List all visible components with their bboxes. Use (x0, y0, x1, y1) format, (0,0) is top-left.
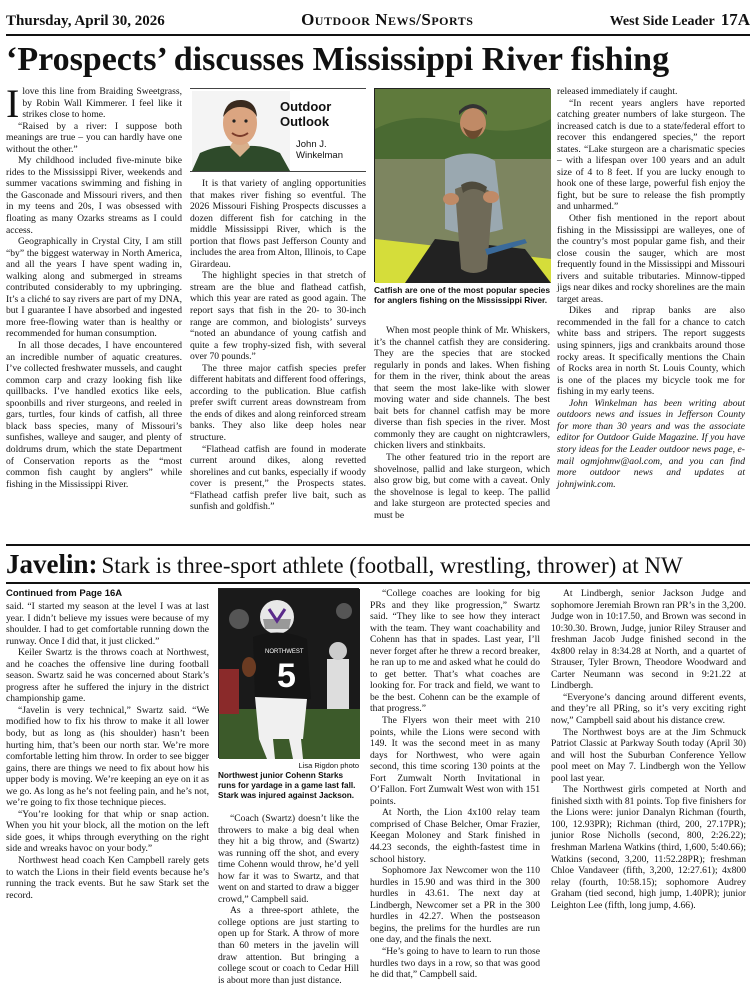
article2-headline (6, 544, 750, 584)
section-title: Outdoor News/Sports (301, 10, 474, 29)
article2-paragraph: As a three-sport athlete, the college options are just starting to open up for Stark. A throw of more than 60 meters in the javelin will draw attention. But bringing a college scout or coach to Cedar Hill is about more than just distance. (218, 905, 359, 986)
article1-paragraph: Geographically in Crystal City, I am still “by” the biggest waterway in North America, and all the years I have spent wading in, walking along and submerged in streams contributed considerably to my upbringing. It’s a cliché to say rivers are part of my DNA, but I guarantee I have absorbed and ingested more free-flowing water than is healthy or recommended for human consumption. (6, 236, 182, 340)
article1-paragraph: The three major catfish species prefer different habitats and different food offerings, according to the publication. Blue catfish prefer swift current areas downstream from the ends of dikes and along reinforced stream banks. They also like deep holes near structure. (190, 362, 366, 444)
article2-paragraph: “You’re looking for that whip or snap action. When you hit your block, all the motion on the left side goes, it whips through everything on the right side and wreaks havoc on your body.” (6, 808, 209, 855)
article1-paragraph: When most people think of Mr. Whiskers, it’s the channel catfish they are considering. They are the species that are stocked regularly in ponds and lakes. When fishing for them in the river, think about the areas that seem the most lake-like with slower moving water and side channels. The best bait bets for channel catfish may be more diverse than fish species in the river. Most commonly they are caught on nightcrawlers, chicken livers and stinkbaits. (374, 325, 550, 452)
jersey-text: NORTHWEST (265, 649, 304, 655)
article1-paragraph: Dikes and riprap banks are also recommended in the fall for a chance to catch white bass and stripers. The report suggests using spinners, jigs and crankbaits around those rocky areas. It specifically mentions the Chain of Rocks area in north St. Louis County, which is one of the places my bicycle took me for fishing in my early teens. (557, 305, 745, 398)
issue-date: Thursday, April 30, 2026 (6, 13, 165, 29)
article1-paragraph: released immediately if caught. (557, 86, 678, 97)
article1-paragraph: “Flathead catfish are found in moderate current around dikes, along revetted shorelines and cut banks, especially if woody cover is present,” the Prospects states. “Flathead catfish prefer live bait, such as sunfish and goldfish.” (190, 443, 366, 513)
football-photo-caption: Northwest junior Cohenn Starks runs for yardage in a game last fall. Stark was injured against Jackson. (218, 771, 356, 800)
article2-paragraph: Keiler Swartz is the throws coach at Northwest, and he coaches the offensive line during football season. Swartz said he was concerned about Stark’s progress after he suffered the injury in the district championship game. (6, 647, 209, 705)
article1-column-1 (6, 81, 182, 534)
catfish-photo (374, 88, 550, 282)
photo-credit: Lisa Rigdon photo (298, 761, 359, 770)
article1-paragraph: “Raised by a river: I suppose both meanings are true – you can hardly have one without the other.” (6, 120, 182, 155)
article1-paragraph: Ilove this line from Braiding Sweetgrass, by Robin Wall Kimmerer. I feel like it strikes close to home. (6, 81, 182, 126)
article2-paragraph: “He’s going to have to learn to run those hurdles two days in a row, so that was good he did that,” Campbell said. (370, 945, 540, 981)
article2-column-3 (370, 588, 540, 979)
article1-headline: ‘Prospects’ discusses Mississippi River fishing (6, 41, 670, 78)
article1-paragraph: The other featured trio in the report are shovelnose, pallid and lake sturgeon, which also grow big, but come with a caveat. Only the shovelnose is legal to keep. The pallid and lake sturgeon are protected species and must be (374, 452, 550, 521)
article1-paragraph: My childhood included five-minute bike rides to the Mississippi River, weekends and summer vacations swimming and fishing in the Gasconade and Missouri rivers, and then in my teens and 20s, I was obsessed with floating as many Ozarks streams as I could access. (6, 155, 182, 236)
article2-kicker: Javelin: (6, 549, 98, 579)
article2-paragraph: Northwest head coach Ken Campbell rarely gets to watch the Lions in their field events because he’s running the track events. But he saw Stark set the record. (6, 855, 209, 901)
drop-cap: I (6, 81, 20, 126)
page-header (6, 6, 750, 36)
article2-column-1 (6, 601, 209, 979)
publication-name: West Side Leader (609, 14, 715, 29)
article2-paragraph: The Northwest girls competed at North and finished sixth with 81 points. Top five finishers for the Lions were: junior Danalyn Richman (fourth, 100, 12.93PR); Richman (third, 200, 27.17PR); junior Rose Nicholls (second, 800, 2:26.22); freshman Marlena Watkins (third, 1,600, 5:40.66); Watkins (second, 3,200, 11:52.28PR); freshman Chloe Vandaveer (fifth, 3,200, 12:27.61); 4x800 relay (fourth, 10:58.15); sophomore Audrey Graham (tied second, high jump, 1.40PR); junior Leighton Lee (fifth, long jump, 4.66). (551, 784, 747, 911)
article2-headline-text: Stark is three-sport athlete (football, wrestling, thrower) at NW (101, 553, 683, 578)
article2-paragraph: “College coaches are looking for big PRs and they like progression,” Swartz said. “They like to see how they interact with the team. They want coachability and Cohenn has that in spades. Last year, I’ll never forget after he threw a record breaker, he ran up to me and asked what he could do to get better. That’s what coaches are looking for. For track and field, we want to be the best. Cohenn can be the example of that progress.” (370, 588, 540, 715)
article2-paragraph: “Javelin is very technical,” Swartz said. “We modified how to fix his throw to make it all lower body, but as long as (his shoulder) hasn’t been hurting him, that’s been our north star. We’re more comfortable letting him throw. In order to see bigger gains, there are things we need to fix about how his upper body is moving. We’re keeping an eye on it as we go. As long as he’s not feeling pain, and he’s not, we’re going to fix those technique pieces. (6, 704, 209, 809)
columnist-name: John J. Winkelman (296, 139, 343, 161)
article2-paragraph: “Everyone’s dancing around different events, and they’re all PRing, so it’s very exciting right now,” Campbell said about his distance crew. (551, 691, 746, 727)
article2-paragraph: The Northwest boys are at the Jim Schmuck Patriot Classic at Parkway South today (April 30) and will host the Suburban Conference Yellow pool meet on May 7. Lindbergh won the Yellow pool last year. (551, 726, 746, 784)
article2-paragraph: “Coach (Swartz) doesn’t like the throwers to make a big deal when they hit a big throw, and (Swartz) was running off the shot, and every time Cohenn would throw, he’d yell how far it was to Swartz, and that went on and started to draw a bigger crowd,” Campbell said. (218, 813, 359, 905)
columnist-box (190, 88, 366, 172)
article2-paragraph: The Flyers won their meet with 210 points, while the Lions were second with 149. It was the second meet in as many days for Northwest, who were again second, this time scoring 130 points at the Fort Zumwalt North Invitational in O’Fallon. Fort Zumwalt West won with 151 points. (370, 715, 540, 807)
article2-paragraph: Sophomore Jax Newcomer won the 110 hurdles in 15.90 and was third in the 300 hurdles in 43.61. The next day at Lindbergh, Newcomer set a PR in the 300 hurdles in 42.27. When the postseason begins, the prelims for the hurdles are run one day, and the finals the next. (370, 865, 540, 946)
continued-note: Continued from Page 16A (6, 588, 123, 599)
article1-column-2 (190, 178, 366, 534)
catfish-photo-caption: Catfish are one of the most popular species for anglers fishing on the Mississippi River. (374, 285, 550, 305)
article2-paragraph: At Lindbergh, senior Jackson Judge and sophomore Jeremiah Brown ran PR’s in the 3,200. Judge won in 10:17.50, and Brown was second in 10:30.30. Brown, Judge, junior Riley Strauser and freshman Jacob Judge finished second in the 4x800 relay in 8:34.28 at North, and a quartet of Strauser, Tyler Brown, Theodore Woodward and Carter Neumann was second in 9:21.22 at Lindbergh. (551, 588, 746, 692)
article2-column-2 (218, 813, 359, 986)
publication-info (610, 10, 750, 30)
article2-paragraph: said. “I started my season at the level I was at last year. I didn’t believe my issues were because of my shoulder. I had to get comfortable running down the runway. Once I did that, it just clicked.” (6, 601, 209, 647)
article1-paragraph: In all those decades, I have encountered an incredible number of aquatic creatures. I’ve collected freshwater mussels, and caught common carp and crazy looking fish like quillbacks. I’ve handled exotics like eels, spoonbills and river sturgeons, and reeled in gars, turtles, four kinds of catfish, all three black bass species, many of Missouri’s sunfishes, walleye and sauger, and plenty of doldrums drum, which the state Department of Conservation reports as the “most common fish caught by anglers” while fishing in the Mississippi River. (6, 340, 182, 490)
article2-column-4 (551, 588, 746, 979)
article2-paragraph: At North, the Lion 4x100 relay team comprised of Chase Belcher, Omar Frazier, Keegan Moloney and Stark finished in 44.23 seconds, the eighth-fastest time in school history. (370, 807, 540, 865)
football-photo (218, 588, 359, 758)
columnist-portrait (192, 91, 290, 171)
page-number: 17A (720, 10, 750, 29)
article1-paragraph: Other fish mentioned in the report about fishing in the Mississippi are walleyes, one of the country’s most popular game fish, and their close cousin the sauger, which are most frequently found in the Mississippi and Missouri rivers and suitable tributaries. Minnow-tipped jigs near dikes and rocky shorelines are the main target areas. (557, 213, 745, 305)
author-bio: John Winkelman has been writing about outdoors news and issues in Jefferson County for more than 30 years and was the associate editor for Outdoor Guide Magazine. If you have story ideas for the Leader outdoor news page, e-mail ogmjohnw@aol.com, and you can find more outdoor news and updates at johnjwink.com. (557, 397, 745, 490)
article1-paragraph: “In recent years anglers have reported catching greater numbers of lake sturgeon. The increased catch is due to a state/federal effort to recover this endangered species,” the report states. “Lake sturgeon are a charismatic species – with a lifespan over 100 years and an adult size of 4 to 8 feet. If you are lucky enough to hook one of these large, powerful fish enjoy the fight, but be sure to release the fish promptly and unharmed.” (557, 97, 745, 213)
column-title: Outdoor Outlook (280, 99, 332, 129)
article1-column-3 (374, 325, 550, 534)
article1-paragraph: It is that variety of angling opportunities that makes river fishing so eventful. The 2026 Missouri Fishing Prospects discusses a dozen different fish for catching in the middle Mississippi River, which is the portion that flows past Jefferson County and includes the area from Alton, Illinois, to Cape Girardeau. (190, 178, 366, 270)
article1-column-4 (557, 86, 745, 534)
article1-paragraph: The highlight species in that stretch of stream are the blue and flathead catfish, which this year are rated as good again. The report says that fish in the 20- to 30-inch range are common, and biologists’ surveys “noted an abundance of young catfish and quite a few trophy-sized fish, with several over 70 pounds.” (190, 270, 366, 363)
jersey-number: 5 (277, 657, 296, 695)
